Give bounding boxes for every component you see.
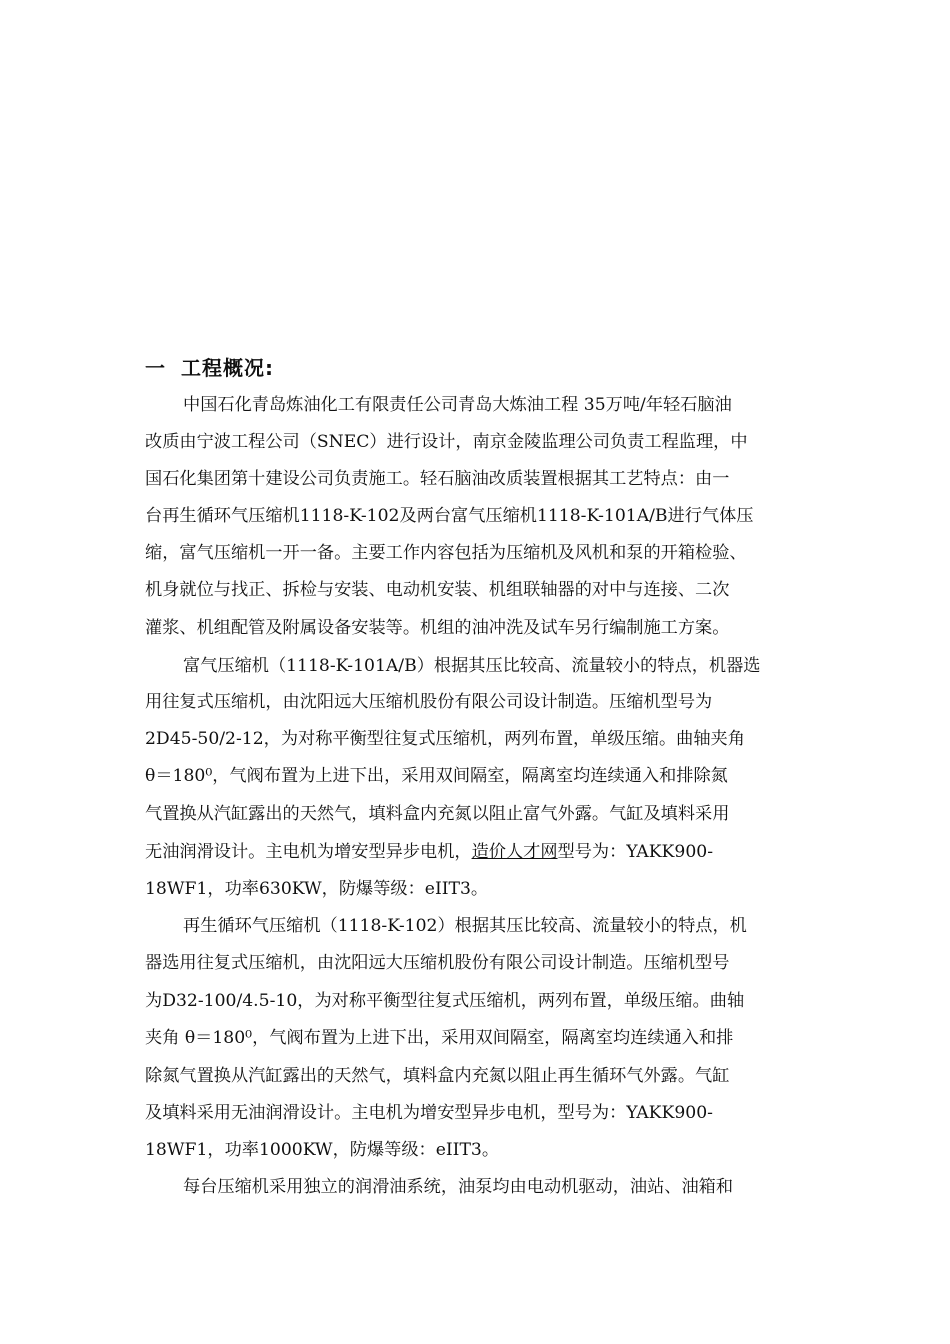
paragraph-line: 器选用往复式压缩机，由沈阳远大压缩机股份有限公司设计制造。压缩机型号	[145, 953, 730, 973]
paragraph-line: 每台压缩机采用独立的润滑油系统，油泵均由电动机驱动，油站、油箱和	[183, 1177, 734, 1197]
paragraph-line: 为D32-100/4.5-10，为对称平衡型往复式压缩机，两列布置，单级压缩。曲轴	[145, 991, 745, 1011]
paragraph-line: 富气压缩机（1118-K-101A/B）根据其压比较高、流量较小的特点，机器选	[183, 656, 761, 676]
section-title: 工程概况:	[181, 356, 274, 380]
paragraph-line: 及填料采用无油润滑设计。主电机为增安型异步电机，型号为：YAKK900-	[145, 1103, 713, 1123]
section-number: 一	[145, 356, 166, 380]
section-heading	[145, 352, 274, 381]
line-text: 型号为：YAKK900-	[557, 842, 713, 862]
paragraph-line: 机身就位与找正、拆检与安装、电动机安装、机组联轴器的对中与连接、二次	[145, 580, 730, 600]
paragraph-line: 灌浆、机组配管及附属设备安装等。机组的油冲洗及试车另行编制施工方案。	[145, 618, 730, 638]
paragraph-line: 改质由宁波工程公司（SNEC）进行设计，南京金陵监理公司负责工程监理，中	[145, 432, 748, 452]
paragraph-line: 18WF1，功率630KW，防爆等级：eIIT3。	[145, 879, 489, 899]
paragraph-line: 气置换从汽缸露出的天然气，填料盒内充氮以阻止富气外露。气缸及填料采用	[145, 804, 730, 824]
paragraph-line: 缩，富气压缩机一开一备。主要工作内容包括为压缩机及风机和泵的开箱检验、	[145, 543, 747, 563]
paragraph-line: 夹角 θ＝180⁰，气阀布置为上进下出，采用双间隔室，隔离室均连续通入和排	[145, 1028, 734, 1048]
paragraph-line: 国石化集团第十建设公司负责施工。轻石脑油改质装置根据其工艺特点：由一	[145, 469, 730, 489]
paragraph-line: 用往复式压缩机，由沈阳远大压缩机股份有限公司设计制造。压缩机型号为	[145, 692, 713, 712]
paragraph-line: 台再生循环气压缩机1118-K-102及两台富气压缩机1118-K-101A/B进行气体压	[145, 506, 754, 526]
paragraph-line: 除氮气置换从汽缸露出的天然气，填料盒内充氮以阻止再生循环气外露。气缸	[145, 1066, 730, 1086]
watermark-link[interactable]: 造价人才网	[471, 842, 558, 862]
paragraph-line: 18WF1，功率1000KW，防爆等级：eIIT3。	[145, 1140, 500, 1160]
paragraph-line: 再生循环气压缩机（1118-K-102）根据其压比较高、流量较小的特点，机	[183, 916, 747, 936]
paragraph-line: 中国石化青岛炼油化工有限责任公司青岛大炼油工程 35万吨/年轻石脑油	[183, 395, 732, 415]
paragraph-line: θ＝180⁰，气阀布置为上进下出，采用双间隔室，隔离室均连续通入和排除氮	[145, 766, 728, 786]
line-text: 无油润滑设计。主电机为增安型异步电机，	[145, 842, 472, 862]
paragraph-line	[145, 844, 713, 861]
paragraph-line: 2D45-50/2-12，为对称平衡型往复式压缩机，两列布置，单级压缩。曲轴夹角	[145, 729, 745, 749]
